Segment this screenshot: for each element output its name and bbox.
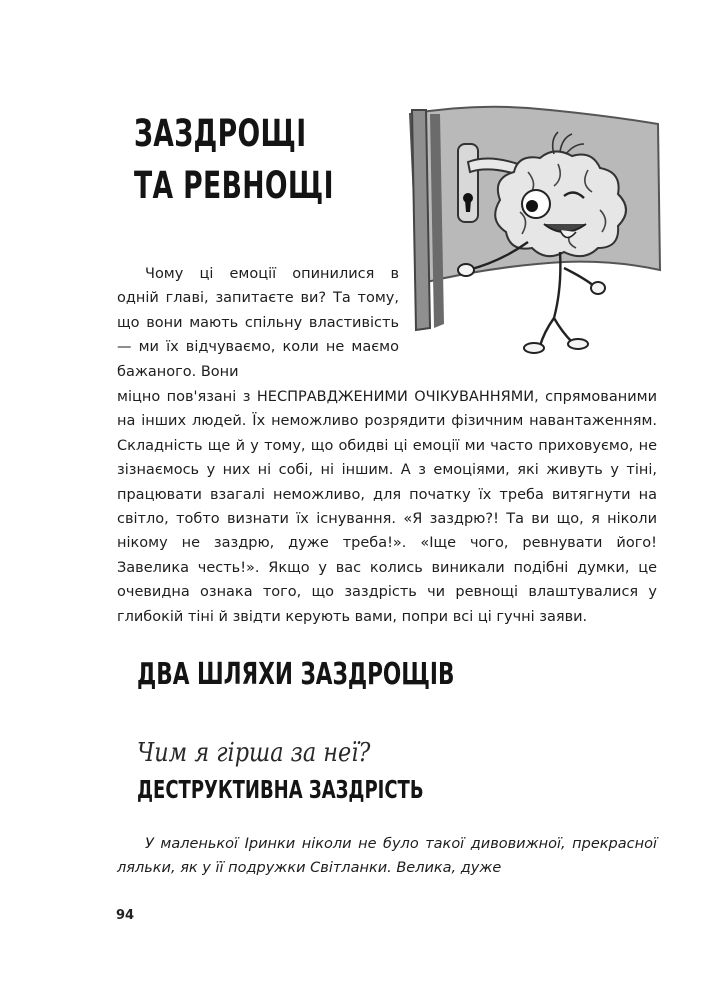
section-title: ДВА ШЛЯХИ ЗАЗДРОЩІВ — [137, 657, 455, 692]
script-subtitle: Чим я гірша за неї? — [137, 738, 371, 768]
intro-paragraph: Чому ці емоції опинилися в одній главі, запитаєте ви? Та тому, що вони мають спільну властивість — ми їх відчуваємо, коли не маємо бажаного. Вони — [117, 266, 399, 380]
brain-character-peeking-through-door-icon — [388, 92, 668, 372]
chapter-title-line-1: ЗАЗДРОЩІ — [134, 112, 307, 155]
chapter-title — [134, 108, 334, 212]
story-paragraph: У маленької Іринки ніколи не було такої дивовижної, прекрасної ляльки, як у її подружки Світланки. Велика, дуже — [117, 836, 657, 877]
subsection-title: ДЕСТРУКТИВНА ЗАЗДРІСТЬ — [137, 775, 424, 804]
main-paragraph: міцно пов'язані з НЕСПРАВДЖЕНИМИ ОЧІКУВАННЯМИ, спрямованими на інших людей. Їх неможливо розрядити фізичним навантаженням. Складність ще й у тому, що обидві ці емоції ми часто приховуємо, не зізнаємось у них ні собі, ні іншим. А з емоціями, які живуть у тіні, працювати взагалі неможливо, для початку їх треба витягнути на світло, тобто визнати їх існування. «Я заздрю?! Та ви що, я ніколи нікому не заздрю, дуже треба!». «Іще чого, ревнувати його! Завелика честь!». Якщо у вас колись виникали подібні думки, це очевидна ознака того, що заздрість чи ревнощі влаштувалися у глибокій тіні й звідти керують вами, попри всі ці гучні заяви. — [117, 389, 657, 625]
chapter-title-line-2: ТА РЕВНОЩІ — [134, 164, 334, 207]
page-number: 94 — [116, 908, 135, 923]
